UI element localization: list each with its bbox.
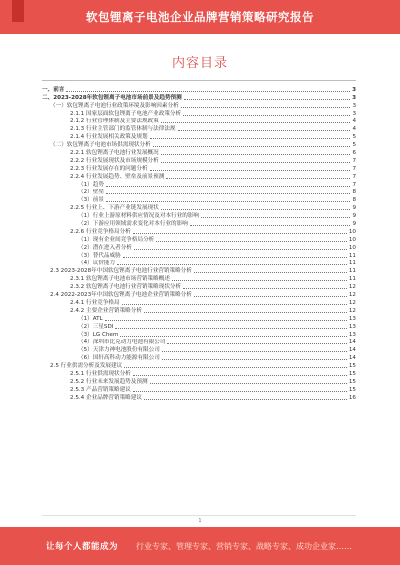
toc-entry-title: （1）行业上游原材料供应情况及对本行业的影响 <box>78 213 200 220</box>
toc-leader-dots <box>123 257 347 258</box>
toc-entry-page: 11 <box>348 276 356 283</box>
toc-entry-title: 2.2.2 行业发展现状及市场规模分析 <box>70 157 159 164</box>
toc-entry-page: 15 <box>348 363 356 370</box>
toc-entry-page: 4 <box>352 126 356 133</box>
page-number: 1 <box>198 518 202 524</box>
toc-entry-page: 14 <box>348 347 356 354</box>
toc-entry-title: 2.2.3 行业发展存在的问题分析 <box>70 165 148 172</box>
toc-entry-page: 16 <box>348 394 356 401</box>
toc-entry-title: （3）替代品威胁 <box>78 252 121 259</box>
toc-leader-dots <box>190 225 351 226</box>
toc-entry[interactable] <box>42 331 356 339</box>
toc-entry[interactable] <box>42 354 356 362</box>
toc-entry[interactable] <box>42 165 356 173</box>
toc-entry-page: 13 <box>348 331 356 338</box>
toc-entry-title: （1）ATL <box>78 315 103 322</box>
toc-entry[interactable] <box>42 189 356 197</box>
toc-leader-dots <box>162 359 347 360</box>
toc-leader-dots <box>150 383 347 384</box>
toc-entry-page: 9 <box>352 205 356 212</box>
toc-entry[interactable] <box>42 157 356 165</box>
footer-divider <box>42 515 356 516</box>
toc-leader-dots <box>156 241 347 242</box>
toc-entry[interactable] <box>42 323 356 331</box>
toc-entry[interactable] <box>42 149 356 157</box>
toc-entry-title: （6）国轩高科动力能源有限公司 <box>78 355 160 362</box>
toc-entry-title: 2.5.2 行业未来发展趋势及预测 <box>70 378 148 385</box>
toc-entry-page: 4 <box>352 118 356 125</box>
toc-entry-page: 10 <box>348 236 356 243</box>
toc-entry-page: 11 <box>348 252 356 259</box>
toc-entry[interactable] <box>42 291 356 299</box>
toc-entry-title: 2.4 2022-2023年中国软包锂离子电池企业营销策略分析 <box>50 292 192 299</box>
toc-entry-title: 2.2.4 行业发展趋势、壁垒及前景预测 <box>70 173 165 180</box>
toc-leader-dots <box>194 272 347 273</box>
toc-entry[interactable] <box>42 275 356 283</box>
toc-entry-page: 3 <box>352 94 356 101</box>
toc-entry[interactable] <box>42 110 356 118</box>
toc-entry-page: 10 <box>348 228 356 235</box>
toc-entry[interactable] <box>42 315 356 323</box>
toc-entry-title: 2.1.2 行业管理体制及主要法规政策 <box>70 118 159 125</box>
toc-leader-dots <box>161 154 351 155</box>
toc-entry-title: （4）深圳市比克动力电池有限公司 <box>78 339 166 346</box>
toc-entry-title: （2）三星SDI <box>78 323 114 330</box>
toc-entry-title: 2.5.1 行业供需现状分析 <box>70 370 131 377</box>
toc-leader-dots <box>106 201 351 202</box>
toc-entry[interactable] <box>42 252 356 260</box>
toc-entry-title: 2.4.2 主要企业营销策略分析 <box>70 307 142 314</box>
toc-entry-title: 2.5 行业供需分析及发展建议 <box>50 363 123 370</box>
toc-entry-title: （2）下游应用领域需求变化对本行业的影响 <box>78 221 188 228</box>
footer-tagline: 行业专家、管理专家、营销专家、战略专家、成功企业家…… <box>136 541 353 551</box>
toc-entry[interactable] <box>42 236 356 244</box>
toc-leader-dots <box>133 233 347 234</box>
toc-entry[interactable] <box>42 283 356 291</box>
toc-leader-dots <box>183 115 350 116</box>
toc-entry[interactable] <box>42 244 356 252</box>
toc-entry-page: 7 <box>352 181 356 188</box>
toc-leader-dots <box>150 138 351 139</box>
toc-leader-dots <box>120 336 347 337</box>
toc-leader-dots <box>150 170 351 171</box>
toc-leader-dots <box>181 107 351 108</box>
toc-entry-title: （3）LG Chem <box>78 331 119 338</box>
toc-entry-page: 12 <box>348 292 356 299</box>
toc-entry[interactable] <box>42 228 356 236</box>
toc-entry-page: 5 <box>352 134 356 141</box>
toc-entry-page: 3 <box>352 102 356 109</box>
toc-entry-page: 9 <box>352 221 356 228</box>
toc-entry[interactable] <box>42 86 356 94</box>
toc-entry-page: 3 <box>352 86 356 93</box>
toc-entry[interactable] <box>42 133 356 141</box>
report-title: 软包锂离子电池企业品牌营销策略研究报告 <box>86 10 314 24</box>
toc-entry-page: 7 <box>352 165 356 172</box>
toc-entry[interactable] <box>42 299 356 307</box>
toc-leader-dots <box>153 146 351 147</box>
toc-entry[interactable] <box>42 220 356 228</box>
toc-leader-dots <box>115 328 346 329</box>
toc-leader-dots <box>172 280 347 281</box>
toc-leader-dots <box>117 264 347 265</box>
toc-entry[interactable] <box>42 386 356 394</box>
toc-entry-title: 2.3.1 软包锂离子电池市场营销策略概述 <box>70 276 170 283</box>
toc-entry-page: 11 <box>348 260 356 267</box>
toc-entry[interactable] <box>42 141 356 149</box>
toc-entry-title: 2.1.4 行业发展相关政策及规划 <box>70 134 148 141</box>
toc-entry-title: （一）软包锂离子电池行业政策环境及影响因素分析 <box>50 102 179 109</box>
toc-heading: 内容目录 <box>171 56 228 71</box>
footer-slogan: 让每个人都能成为 <box>46 542 119 552</box>
toc-entry[interactable] <box>42 267 356 275</box>
page-footer <box>0 527 400 565</box>
toc-leader-dots <box>144 399 347 400</box>
toc-entry[interactable] <box>42 102 356 110</box>
toc-leader-dots <box>133 375 347 376</box>
toc-leader-dots <box>178 130 351 131</box>
toc-entry-title: （2）壁垒 <box>78 189 104 196</box>
toc-entry-page: 8 <box>352 197 356 204</box>
toc-leader-dots <box>124 367 347 368</box>
toc-entry-page: 8 <box>352 189 356 196</box>
toc-entry[interactable] <box>42 260 356 268</box>
toc-entry-page: 12 <box>348 299 356 306</box>
toc-entry-title: 2.3.2 软包锂离子电池行业营销策略现状分析 <box>70 284 182 291</box>
toc-entry-page: 14 <box>348 339 356 346</box>
toc-entry[interactable] <box>42 173 356 181</box>
toc-entry[interactable] <box>42 346 356 354</box>
toc-entry-title: 2.5.3 产品营销策略建议 <box>70 386 131 393</box>
toc-leader-dots <box>161 209 351 210</box>
toc-entry-page: 11 <box>348 268 356 275</box>
toc-entry-title: （5）天津力神电池股份有限公司 <box>78 347 160 354</box>
toc-leader-dots <box>106 193 351 194</box>
toc-entry[interactable] <box>42 204 356 212</box>
page-header <box>0 0 400 34</box>
toc-entry-title: 2.1.3 行业主管部门的监管体制与法律法规 <box>70 126 176 133</box>
toc-entry-page: 15 <box>348 386 356 393</box>
toc-entry-title: 2.2.6 行业竞争格局分析 <box>70 228 131 235</box>
toc-leader-dots <box>66 91 350 92</box>
toc-entry-title: （4）议价能力 <box>78 260 116 267</box>
toc-leader-dots <box>144 312 347 313</box>
toc-leader-dots <box>201 217 350 218</box>
toc-entry-title: 2.3 2023-2028年中国软包锂离子电池行业营销策略分析 <box>50 268 192 275</box>
toc-entry-title: （1）趋势 <box>78 181 104 188</box>
toc-leader-dots <box>162 351 347 352</box>
toc-entry-page: 9 <box>352 213 356 220</box>
toc-entry[interactable] <box>42 378 356 386</box>
toc-entry-title: （1）现有企业间竞争格局分析 <box>78 236 155 243</box>
toc-entry[interactable] <box>42 118 356 126</box>
toc-entry-page: 6 <box>352 150 356 157</box>
toc-entry-page: 5 <box>352 142 356 149</box>
toc-leader-dots <box>161 122 351 123</box>
toc-entry-title: 2.2.1 软包锂离子电池行业发展概况 <box>70 150 159 157</box>
toc-leader-dots <box>184 99 350 100</box>
toc-leader-dots <box>161 162 351 163</box>
toc-entry[interactable] <box>42 339 356 347</box>
toc-divider <box>42 80 356 81</box>
toc-leader-dots <box>194 296 347 297</box>
toc-entry-page: 13 <box>348 323 356 330</box>
toc-leader-dots <box>105 320 347 321</box>
toc-entry-page: 15 <box>348 378 356 385</box>
toc-leader-dots <box>106 186 351 187</box>
toc-entry-title: 二、2023-2028年软包锂离子电池市场前景及趋势预测 <box>42 94 182 101</box>
toc-entry-page: 14 <box>348 355 356 362</box>
toc-entry-title: （3）前景 <box>78 197 104 204</box>
toc-entry-title: （2）潜在进入者分析 <box>78 244 132 251</box>
toc-entry-page: 7 <box>352 173 356 180</box>
toc-leader-dots <box>122 304 347 305</box>
toc-entry[interactable] <box>42 196 356 204</box>
toc-entry-title: 2.5.4 企业品牌营销策略建议 <box>70 394 142 401</box>
toc-entry[interactable] <box>42 125 356 133</box>
toc-entry[interactable] <box>42 307 356 315</box>
toc-entry-page: 15 <box>348 370 356 377</box>
toc-entry-page: 13 <box>348 315 356 322</box>
toc-entry-title: 2.1.1 国家层面软包锂离子电池产业政策分析 <box>70 110 182 117</box>
toc-entry-title: 2.2.5 行业上、下游产业链发展现状 <box>70 205 159 212</box>
toc-entry-page: 10 <box>348 244 356 251</box>
toc-entry[interactable] <box>42 362 356 370</box>
toc-leader-dots <box>183 288 347 289</box>
header-accent-tab <box>12 0 24 22</box>
toc-leader-dots <box>133 391 347 392</box>
toc-entry-page: 3 <box>352 110 356 117</box>
table-of-contents <box>42 86 356 402</box>
toc-entry[interactable] <box>42 181 356 189</box>
toc-entry-page: 12 <box>348 284 356 291</box>
toc-entry-title: 2.4.1 行业竞争格局 <box>70 299 120 306</box>
toc-entry[interactable] <box>42 94 356 102</box>
toc-leader-dots <box>166 178 350 179</box>
toc-entry[interactable] <box>42 212 356 220</box>
toc-leader-dots <box>167 343 346 344</box>
toc-entry-title: （二）软包锂离子电池市场供需现状分析 <box>50 142 151 149</box>
toc-entry[interactable] <box>42 394 356 402</box>
toc-entry[interactable] <box>42 370 356 378</box>
toc-entry-page: 12 <box>348 307 356 314</box>
toc-entry-title: 一、前言 <box>42 86 65 93</box>
toc-entry-page: 7 <box>352 157 356 164</box>
toc-leader-dots <box>134 249 347 250</box>
